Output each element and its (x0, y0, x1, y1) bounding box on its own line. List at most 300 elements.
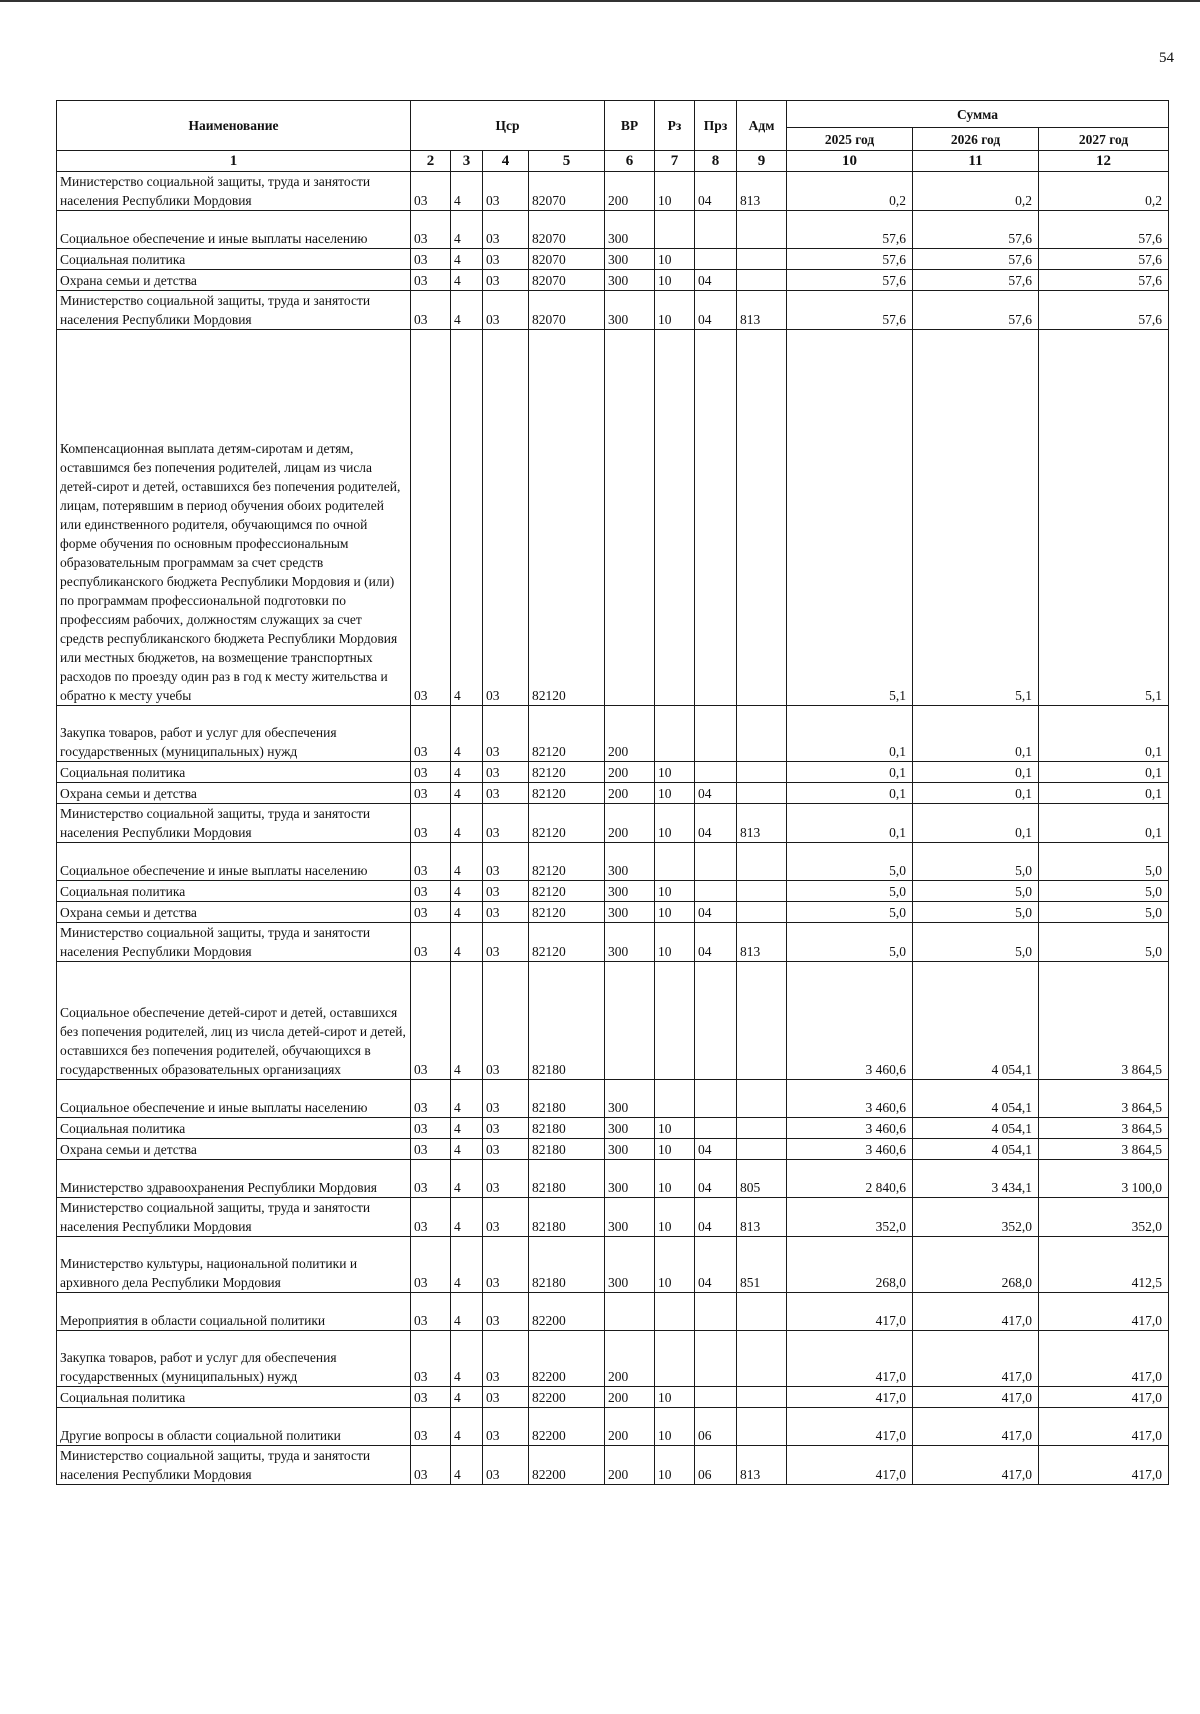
amount-2025: 57,6 (787, 270, 913, 291)
amount-2026: 5,0 (913, 843, 1039, 881)
amount-2026: 57,6 (913, 291, 1039, 330)
csr-part-4: 82120 (529, 783, 605, 804)
rz-code: 10 (655, 270, 695, 291)
amount-2025: 417,0 (787, 1293, 913, 1331)
csr-part-1: 03 (411, 706, 451, 762)
rz-code: 10 (655, 1237, 695, 1293)
amount-2027: 417,0 (1039, 1446, 1169, 1485)
amount-2027: 417,0 (1039, 1293, 1169, 1331)
budget-table (56, 100, 1169, 1485)
adm-code (737, 762, 787, 783)
amount-2025: 3 460,6 (787, 1139, 913, 1160)
table-row (57, 706, 1169, 762)
vr-code: 300 (605, 1139, 655, 1160)
table-row (57, 1198, 1169, 1237)
rz-code: 10 (655, 1118, 695, 1139)
prz-code: 04 (695, 1198, 737, 1237)
csr-part-4: 82180 (529, 1160, 605, 1198)
table-row (57, 1408, 1169, 1446)
rz-code: 10 (655, 1446, 695, 1485)
csr-part-1: 03 (411, 1331, 451, 1387)
csr-part-1: 03 (411, 881, 451, 902)
page-number: 54 (1159, 50, 1174, 66)
csr-part-2: 4 (451, 902, 483, 923)
csr-part-4: 82070 (529, 270, 605, 291)
vr-code: 300 (605, 923, 655, 962)
csr-part-3: 03 (483, 1237, 529, 1293)
csr-part-3: 03 (483, 1408, 529, 1446)
vr-code: 300 (605, 249, 655, 270)
prz-code (695, 706, 737, 762)
amount-2025: 0,1 (787, 804, 913, 843)
vr-code: 300 (605, 270, 655, 291)
csr-part-1: 03 (411, 1160, 451, 1198)
csr-part-3: 03 (483, 843, 529, 881)
row-name: Закупка товаров, работ и услуг для обеспечения государственных (муниципальных) нужд (57, 706, 411, 762)
table-row (57, 172, 1169, 211)
prz-code (695, 1080, 737, 1118)
prz-code: 04 (695, 783, 737, 804)
prz-code: 04 (695, 172, 737, 211)
amount-2025: 2 840,6 (787, 1160, 913, 1198)
rz-code: 10 (655, 1387, 695, 1408)
csr-part-2: 4 (451, 843, 483, 881)
adm-code (737, 902, 787, 923)
csr-part-4: 82180 (529, 1118, 605, 1139)
table-row (57, 1387, 1169, 1408)
csr-part-4: 82200 (529, 1331, 605, 1387)
adm-code (737, 270, 787, 291)
csr-part-1: 03 (411, 762, 451, 783)
amount-2027: 5,0 (1039, 843, 1169, 881)
row-name: Социальная политика (57, 1118, 411, 1139)
amount-2026: 0,2 (913, 172, 1039, 211)
csr-part-2: 4 (451, 1198, 483, 1237)
table-row (57, 783, 1169, 804)
row-name: Социальное обеспечение детей-сирот и детей, оставшихся без попечения родителей, лиц из числа детей-сирот и детей, оставшихся без попечения родителей, обучающихся в государственных образовательных организациях (57, 962, 411, 1080)
amount-2027: 0,1 (1039, 706, 1169, 762)
amount-2027: 57,6 (1039, 291, 1169, 330)
csr-part-4: 82070 (529, 211, 605, 249)
amount-2027: 417,0 (1039, 1331, 1169, 1387)
csr-part-3: 03 (483, 249, 529, 270)
amount-2025: 57,6 (787, 211, 913, 249)
prz-code (695, 211, 737, 249)
column-number: 9 (737, 151, 787, 172)
csr-part-2: 4 (451, 291, 483, 330)
amount-2027: 57,6 (1039, 211, 1169, 249)
csr-part-2: 4 (451, 1080, 483, 1118)
rz-code: 10 (655, 923, 695, 962)
rz-code: 10 (655, 1198, 695, 1237)
amount-2025: 268,0 (787, 1237, 913, 1293)
amount-2026: 4 054,1 (913, 1080, 1039, 1118)
amount-2026: 57,6 (913, 270, 1039, 291)
csr-part-4: 82070 (529, 172, 605, 211)
table-row (57, 881, 1169, 902)
amount-2027: 57,6 (1039, 270, 1169, 291)
csr-part-3: 03 (483, 1293, 529, 1331)
table-row (57, 1446, 1169, 1485)
amount-2027: 417,0 (1039, 1408, 1169, 1446)
csr-part-2: 4 (451, 1408, 483, 1446)
adm-code: 813 (737, 1198, 787, 1237)
amount-2025: 3 460,6 (787, 1080, 913, 1118)
csr-part-4: 82180 (529, 1139, 605, 1160)
vr-code: 300 (605, 881, 655, 902)
prz-code: 04 (695, 1160, 737, 1198)
row-name: Социальное обеспечение и иные выплаты населению (57, 843, 411, 881)
vr-code: 200 (605, 172, 655, 211)
amount-2026: 417,0 (913, 1293, 1039, 1331)
csr-part-1: 03 (411, 843, 451, 881)
table-row (57, 291, 1169, 330)
adm-code (737, 1118, 787, 1139)
csr-part-3: 03 (483, 962, 529, 1080)
csr-part-4: 82180 (529, 1080, 605, 1118)
header-sum: Сумма (787, 101, 1169, 128)
table-row (57, 270, 1169, 291)
vr-code: 300 (605, 211, 655, 249)
csr-part-1: 03 (411, 1387, 451, 1408)
amount-2026: 5,0 (913, 923, 1039, 962)
row-name: Министерство социальной защиты, труда и занятости населения Республики Мордовия (57, 1446, 411, 1485)
column-number: 7 (655, 151, 695, 172)
amount-2026: 417,0 (913, 1331, 1039, 1387)
amount-2027: 3 100,0 (1039, 1160, 1169, 1198)
amount-2027: 352,0 (1039, 1198, 1169, 1237)
csr-part-1: 03 (411, 1118, 451, 1139)
vr-code: 300 (605, 1118, 655, 1139)
amount-2025: 417,0 (787, 1446, 913, 1485)
csr-part-1: 03 (411, 1446, 451, 1485)
row-name: Охрана семьи и детства (57, 270, 411, 291)
table-row (57, 962, 1169, 1080)
amount-2026: 57,6 (913, 249, 1039, 270)
column-number: 5 (529, 151, 605, 172)
adm-code: 813 (737, 291, 787, 330)
amount-2027: 3 864,5 (1039, 1139, 1169, 1160)
table-row (57, 804, 1169, 843)
adm-code: 813 (737, 923, 787, 962)
csr-part-2: 4 (451, 881, 483, 902)
table-row (57, 249, 1169, 270)
row-name: Министерство социальной защиты, труда и занятости населения Республики Мордовия (57, 804, 411, 843)
header-rz: Рз (655, 101, 695, 151)
prz-code (695, 1387, 737, 1408)
rz-code: 10 (655, 902, 695, 923)
prz-code (695, 249, 737, 270)
adm-code (737, 1331, 787, 1387)
column-numbers-row (57, 151, 1169, 172)
amount-2027: 3 864,5 (1039, 1080, 1169, 1118)
column-number: 11 (913, 151, 1039, 172)
csr-part-2: 4 (451, 1160, 483, 1198)
vr-code (605, 1293, 655, 1331)
row-name: Министерство социальной защиты, труда и занятости населения Республики Мордовия (57, 172, 411, 211)
rz-code: 10 (655, 1408, 695, 1446)
csr-part-4: 82200 (529, 1293, 605, 1331)
amount-2026: 5,1 (913, 330, 1039, 706)
column-number: 10 (787, 151, 913, 172)
amount-2026: 57,6 (913, 211, 1039, 249)
adm-code (737, 330, 787, 706)
csr-part-3: 03 (483, 783, 529, 804)
csr-part-4: 82070 (529, 249, 605, 270)
prz-code: 04 (695, 291, 737, 330)
csr-part-4: 82120 (529, 843, 605, 881)
rz-code (655, 1331, 695, 1387)
csr-part-4: 82180 (529, 1198, 605, 1237)
amount-2027: 5,1 (1039, 330, 1169, 706)
vr-code: 300 (605, 1198, 655, 1237)
column-number: 3 (451, 151, 483, 172)
adm-code (737, 249, 787, 270)
csr-part-2: 4 (451, 330, 483, 706)
adm-code: 813 (737, 804, 787, 843)
amount-2026: 0,1 (913, 762, 1039, 783)
amount-2025: 57,6 (787, 249, 913, 270)
table-row (57, 1331, 1169, 1387)
rz-code: 10 (655, 291, 695, 330)
row-name: Охрана семьи и детства (57, 902, 411, 923)
top-border-line (0, 0, 1200, 2)
csr-part-2: 4 (451, 762, 483, 783)
csr-part-3: 03 (483, 881, 529, 902)
row-name: Министерство здравоохранения Республики Мордовия (57, 1160, 411, 1198)
csr-part-1: 03 (411, 270, 451, 291)
csr-part-4: 82070 (529, 291, 605, 330)
csr-part-3: 03 (483, 902, 529, 923)
amount-2025: 417,0 (787, 1331, 913, 1387)
column-number: 6 (605, 151, 655, 172)
amount-2025: 417,0 (787, 1387, 913, 1408)
csr-part-4: 82120 (529, 902, 605, 923)
csr-part-3: 03 (483, 1139, 529, 1160)
csr-part-4: 82120 (529, 804, 605, 843)
csr-part-2: 4 (451, 1237, 483, 1293)
csr-part-2: 4 (451, 804, 483, 843)
csr-part-4: 82120 (529, 923, 605, 962)
amount-2026: 417,0 (913, 1387, 1039, 1408)
row-name: Другие вопросы в области социальной политики (57, 1408, 411, 1446)
csr-part-4: 82180 (529, 962, 605, 1080)
prz-code (695, 843, 737, 881)
prz-code (695, 330, 737, 706)
prz-code: 04 (695, 1237, 737, 1293)
amount-2026: 417,0 (913, 1408, 1039, 1446)
amount-2025: 0,2 (787, 172, 913, 211)
prz-code: 04 (695, 270, 737, 291)
row-name: Министерство социальной защиты, труда и занятости населения Республики Мордовия (57, 1198, 411, 1237)
csr-part-1: 03 (411, 249, 451, 270)
vr-code: 200 (605, 1408, 655, 1446)
adm-code (737, 1408, 787, 1446)
csr-part-2: 4 (451, 1446, 483, 1485)
csr-part-3: 03 (483, 1198, 529, 1237)
prz-code: 04 (695, 1139, 737, 1160)
amount-2026: 5,0 (913, 881, 1039, 902)
csr-part-3: 03 (483, 211, 529, 249)
csr-part-2: 4 (451, 172, 483, 211)
amount-2027: 417,0 (1039, 1387, 1169, 1408)
rz-code: 10 (655, 804, 695, 843)
amount-2026: 0,1 (913, 804, 1039, 843)
adm-code (737, 881, 787, 902)
column-number: 1 (57, 151, 411, 172)
csr-part-2: 4 (451, 1331, 483, 1387)
vr-code: 300 (605, 1080, 655, 1118)
csr-part-3: 03 (483, 762, 529, 783)
amount-2027: 5,0 (1039, 902, 1169, 923)
table-row (57, 1237, 1169, 1293)
csr-part-3: 03 (483, 706, 529, 762)
vr-code: 200 (605, 783, 655, 804)
prz-code (695, 1331, 737, 1387)
csr-part-3: 03 (483, 172, 529, 211)
amount-2025: 3 460,6 (787, 1118, 913, 1139)
csr-part-1: 03 (411, 291, 451, 330)
amount-2025: 5,0 (787, 881, 913, 902)
amount-2025: 352,0 (787, 1198, 913, 1237)
csr-part-3: 03 (483, 1331, 529, 1387)
row-name: Социальное обеспечение и иные выплаты населению (57, 211, 411, 249)
prz-code: 04 (695, 902, 737, 923)
amount-2026: 417,0 (913, 1446, 1039, 1485)
vr-code: 300 (605, 843, 655, 881)
csr-part-3: 03 (483, 291, 529, 330)
table-row (57, 1118, 1169, 1139)
amount-2025: 5,1 (787, 330, 913, 706)
row-name: Социальная политика (57, 1387, 411, 1408)
row-name: Мероприятия в области социальной политики (57, 1293, 411, 1331)
vr-code: 300 (605, 291, 655, 330)
adm-code (737, 1139, 787, 1160)
table-row (57, 330, 1169, 706)
csr-part-3: 03 (483, 804, 529, 843)
table-row (57, 1080, 1169, 1118)
adm-code (737, 211, 787, 249)
header-adm: Адм (737, 101, 787, 151)
csr-part-4: 82120 (529, 762, 605, 783)
vr-code: 200 (605, 1387, 655, 1408)
amount-2025: 57,6 (787, 291, 913, 330)
amount-2025: 0,1 (787, 706, 913, 762)
csr-part-3: 03 (483, 1446, 529, 1485)
adm-code (737, 783, 787, 804)
csr-part-4: 82120 (529, 706, 605, 762)
prz-code (695, 762, 737, 783)
row-name: Социальная политика (57, 762, 411, 783)
amount-2027: 57,6 (1039, 249, 1169, 270)
row-name: Социальное обеспечение и иные выплаты населению (57, 1080, 411, 1118)
adm-code: 813 (737, 1446, 787, 1485)
csr-part-1: 03 (411, 1408, 451, 1446)
csr-part-2: 4 (451, 706, 483, 762)
csr-part-3: 03 (483, 270, 529, 291)
csr-part-1: 03 (411, 330, 451, 706)
rz-code (655, 843, 695, 881)
row-name: Закупка товаров, работ и услуг для обеспечения государственных (муниципальных) нужд (57, 1331, 411, 1387)
table-row (57, 843, 1169, 881)
table-body (57, 172, 1169, 1485)
adm-code (737, 962, 787, 1080)
row-name: Социальная политика (57, 249, 411, 270)
csr-part-4: 82120 (529, 881, 605, 902)
adm-code (737, 843, 787, 881)
row-name: Министерство социальной защиты, труда и занятости населения Республики Мордовия (57, 291, 411, 330)
vr-code (605, 962, 655, 1080)
rz-code: 10 (655, 249, 695, 270)
csr-part-2: 4 (451, 1118, 483, 1139)
amount-2027: 412,5 (1039, 1237, 1169, 1293)
csr-part-1: 03 (411, 1139, 451, 1160)
csr-part-1: 03 (411, 923, 451, 962)
csr-part-4: 82180 (529, 1237, 605, 1293)
amount-2027: 0,1 (1039, 804, 1169, 843)
prz-code: 04 (695, 804, 737, 843)
rz-code (655, 211, 695, 249)
csr-part-2: 4 (451, 249, 483, 270)
prz-code: 06 (695, 1408, 737, 1446)
adm-code (737, 1387, 787, 1408)
amount-2025: 0,1 (787, 762, 913, 783)
vr-code: 200 (605, 804, 655, 843)
csr-part-3: 03 (483, 1160, 529, 1198)
csr-part-1: 03 (411, 1198, 451, 1237)
amount-2026: 268,0 (913, 1237, 1039, 1293)
amount-2025: 0,1 (787, 783, 913, 804)
header-year-2026: 2026 год (913, 128, 1039, 151)
table-row (57, 211, 1169, 249)
csr-part-1: 03 (411, 211, 451, 249)
csr-part-3: 03 (483, 330, 529, 706)
csr-part-2: 4 (451, 211, 483, 249)
table-row (57, 923, 1169, 962)
amount-2025: 417,0 (787, 1408, 913, 1446)
csr-part-4: 82120 (529, 330, 605, 706)
prz-code (695, 1293, 737, 1331)
prz-code (695, 1118, 737, 1139)
csr-part-1: 03 (411, 804, 451, 843)
csr-part-1: 03 (411, 902, 451, 923)
csr-part-2: 4 (451, 923, 483, 962)
vr-code (605, 330, 655, 706)
csr-part-2: 4 (451, 270, 483, 291)
amount-2026: 0,1 (913, 783, 1039, 804)
prz-code (695, 881, 737, 902)
csr-part-1: 03 (411, 172, 451, 211)
rz-code: 10 (655, 1160, 695, 1198)
amount-2027: 0,1 (1039, 783, 1169, 804)
prz-code (695, 962, 737, 1080)
header-name: Наименование (57, 101, 411, 151)
csr-part-2: 4 (451, 1293, 483, 1331)
column-number: 12 (1039, 151, 1169, 172)
amount-2025: 5,0 (787, 902, 913, 923)
header-prz: Прз (695, 101, 737, 151)
csr-part-1: 03 (411, 1293, 451, 1331)
row-name: Министерство социальной защиты, труда и занятости населения Республики Мордовия (57, 923, 411, 962)
table-row (57, 902, 1169, 923)
header-csr: Цср (411, 101, 605, 151)
amount-2025: 5,0 (787, 843, 913, 881)
csr-part-1: 03 (411, 1080, 451, 1118)
vr-code: 200 (605, 706, 655, 762)
csr-part-3: 03 (483, 1118, 529, 1139)
table-row (57, 1293, 1169, 1331)
rz-code: 10 (655, 762, 695, 783)
